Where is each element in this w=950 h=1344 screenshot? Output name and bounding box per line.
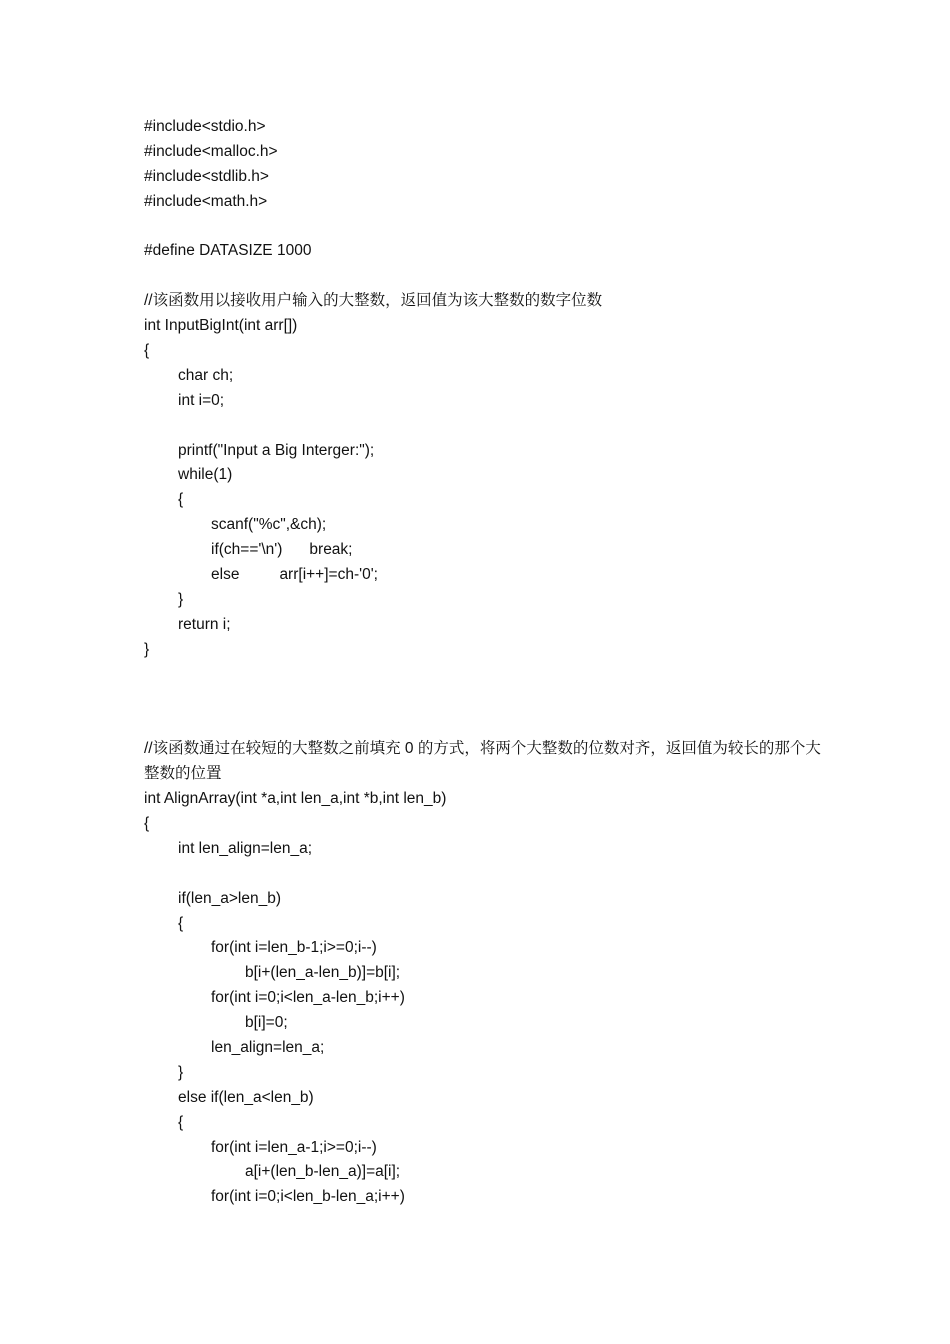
close-brace: } xyxy=(144,640,150,658)
code-line: if(len_a>len_b) xyxy=(178,889,281,907)
blank-line xyxy=(144,414,824,439)
code-line: while(1) xyxy=(178,466,233,484)
include-stdio-line: #include<stdio.h> xyxy=(144,118,266,135)
align-array-comment: //该函数通过在较短的大整数之前填充 0 的方式，将两个大整数的位数对齐，返回值为较长的那个大整数的位置 xyxy=(144,740,821,783)
include-stdlib-line: #include<stdlib.h> xyxy=(144,167,269,185)
code-line xyxy=(144,563,824,588)
code-line: else if(len_a<len_b) xyxy=(178,1088,314,1106)
open-brace: { xyxy=(144,814,150,832)
break-statement: break; xyxy=(309,541,353,559)
code-line: len_align=len_a; xyxy=(211,1038,325,1056)
align-array-signature: int AlignArray(int *a,int len_a,int *b,int len_b) xyxy=(144,790,447,808)
blank-line xyxy=(144,712,824,737)
code-line: b[i]=0; xyxy=(245,1014,288,1032)
code-line: int i=0; xyxy=(178,391,225,409)
define-datasize-line: #define DATASIZE 1000 xyxy=(144,242,312,260)
code-line: for(int i=0;i<len_a-len_b;i++) xyxy=(211,989,405,1007)
code-listing xyxy=(144,115,824,1210)
code-line: a[i+(len_b-len_a)]=a[i]; xyxy=(245,1163,401,1181)
blank-line xyxy=(144,215,824,240)
code-line: int len_align=len_a; xyxy=(178,839,313,857)
blank-line xyxy=(144,687,824,712)
blank-line xyxy=(144,663,824,688)
input-bigint-comment: //该函数用以接收用户输入的大整数，返回值为该大整数的数字位数 xyxy=(144,292,603,310)
blank-line xyxy=(144,862,824,887)
open-brace: { xyxy=(178,914,184,932)
input-bigint-signature: int InputBigInt(int arr[]) xyxy=(144,317,298,335)
code-line: scanf("%c",&ch); xyxy=(211,516,327,534)
include-math-line: #include<math.h> xyxy=(144,192,268,210)
code-line: for(int i=0;i<len_b-len_a;i++) xyxy=(211,1188,405,1206)
else-keyword: else xyxy=(211,566,240,584)
close-brace: } xyxy=(178,590,184,608)
code-line: return i; xyxy=(178,615,231,633)
assignment-statement: arr[i++]=ch-'0'; xyxy=(279,566,378,584)
include-malloc-line: #include<malloc.h> xyxy=(144,142,278,160)
code-line: for(int i=len_a-1;i>=0;i--) xyxy=(211,1138,377,1156)
open-brace: { xyxy=(178,1113,184,1131)
code-line: for(int i=len_b-1;i>=0;i--) xyxy=(211,939,377,957)
code-line: char ch; xyxy=(178,366,234,384)
close-brace: } xyxy=(178,1063,184,1081)
code-line xyxy=(144,538,824,563)
if-condition: if(ch=='\n') xyxy=(211,541,283,559)
open-brace: { xyxy=(178,491,184,509)
open-brace: { xyxy=(144,342,150,360)
code-line: b[i+(len_a-len_b)]=b[i]; xyxy=(245,964,401,982)
code-line: printf("Input a Big Interger:"); xyxy=(178,441,375,459)
blank-line xyxy=(144,264,824,289)
